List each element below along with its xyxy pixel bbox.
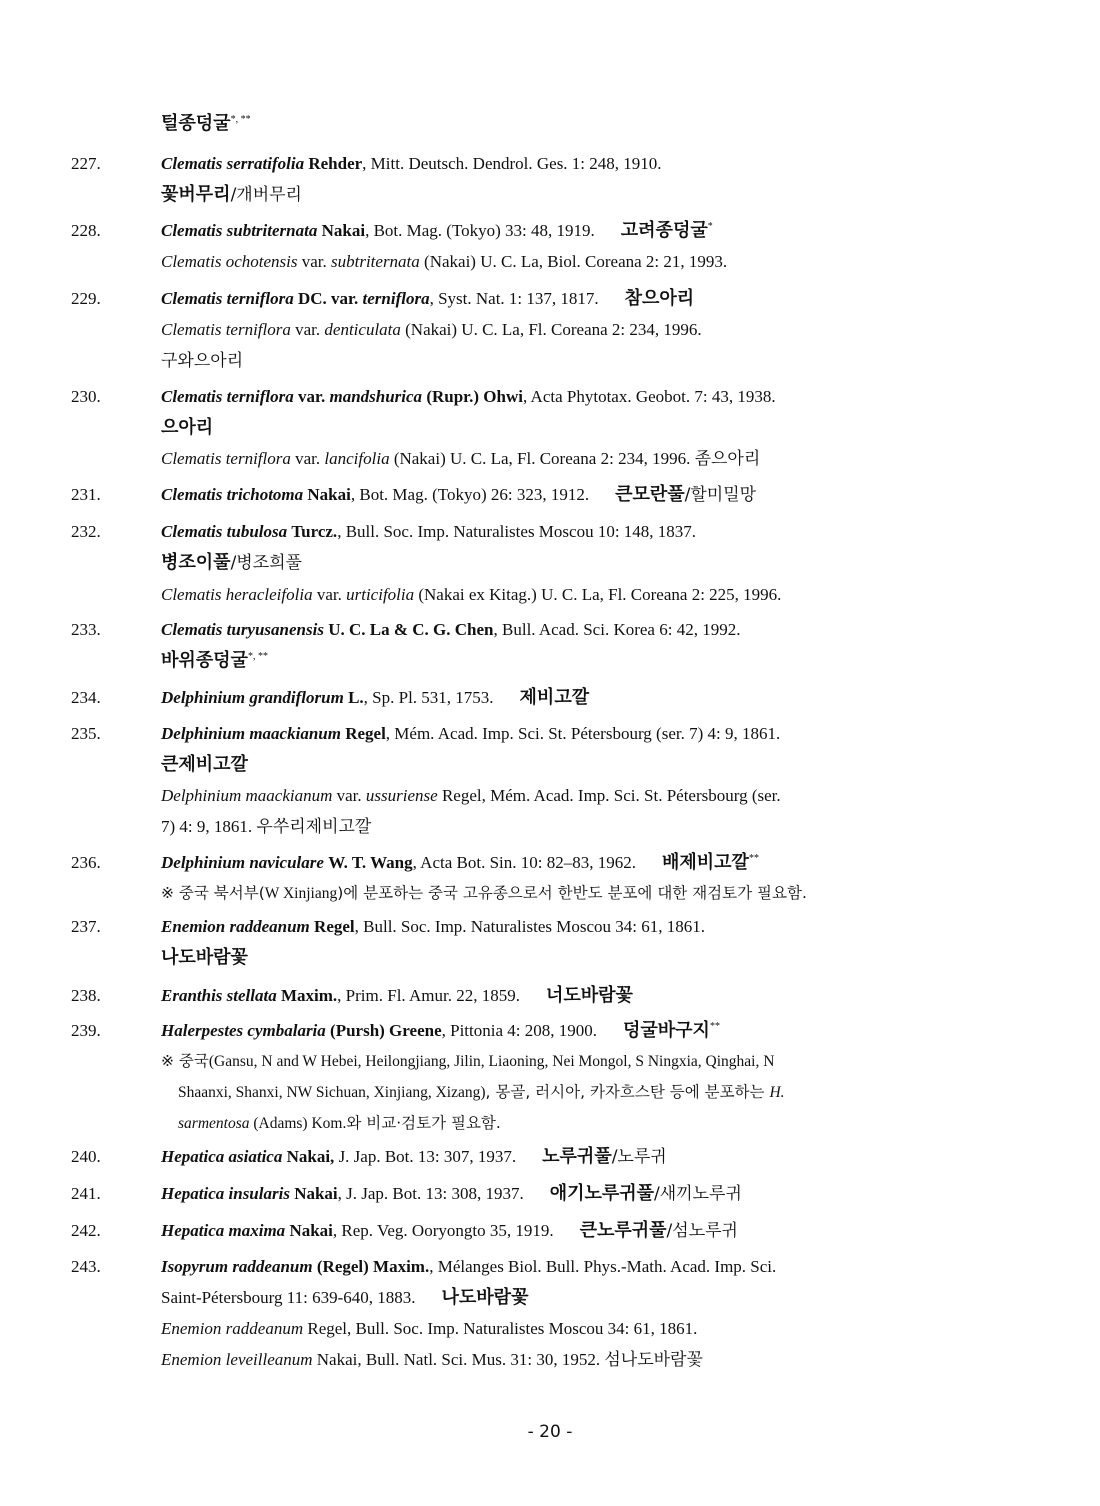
- korean-name: 털종덩굴: [161, 113, 231, 134]
- author: Maxim.: [280, 986, 338, 1005]
- synonym-line: Enemion leveilleanum Nakai, Bull. Natl. Sci. Mus. 31: 30, 1952. 섬나도바람꽃: [161, 1350, 703, 1370]
- scientific-name: Clematis tubulosa: [161, 522, 288, 541]
- korean-name: 너도바람꽃: [545, 985, 633, 1006]
- entry-number: 228.: [71, 221, 101, 240]
- author: DC. var.: [297, 289, 363, 308]
- citation: , Bull. Soc. Imp. Naturalistes Moscou 10: 148, 1837.: [337, 522, 697, 541]
- entry-236: [71, 847, 996, 909]
- entry-number: 237.: [71, 917, 101, 936]
- synonym-line-cont: 7) 4: 9, 1861. 우쑤리제비고깔: [161, 817, 372, 837]
- citation: , Rep. Veg. Ooryongto 35, 1919.: [332, 1221, 554, 1240]
- entry-232: [71, 516, 996, 610]
- scientific-name: Hepatica insularis: [161, 1184, 290, 1203]
- entry-235: [71, 718, 996, 843]
- scientific-name: Clematis turyusanensis: [161, 620, 324, 639]
- entry-number: 238.: [71, 986, 101, 1005]
- author: (Regel) Maxim.: [316, 1257, 430, 1276]
- author: Regel: [345, 724, 386, 743]
- korean-alt-name: /섬노루귀: [666, 1221, 738, 1241]
- scientific-name: Clematis terniflora: [161, 289, 294, 308]
- citation: , Bot. Mag. (Tokyo) 33: 48, 1919.: [365, 221, 595, 240]
- superscript-mark: **: [748, 853, 759, 864]
- entry-240: [71, 1141, 996, 1173]
- entry-number: 242.: [71, 1221, 101, 1240]
- scientific-name: Halerpestes cymbalaria: [161, 1021, 326, 1040]
- entry-number: 235.: [71, 724, 101, 743]
- entry-number: 234.: [71, 688, 101, 707]
- korean-alt-name: /개버무리: [230, 185, 302, 205]
- entry-continuation-header: [116, 108, 996, 139]
- superscript-mark: **: [709, 1021, 720, 1032]
- author: W. T. Wang: [328, 853, 413, 872]
- synonym-line: Clematis terniflora var. denticulata (Nakai) U. C. La, Fl. Coreana 2: 234, 1996.: [161, 320, 702, 339]
- citation: , Acta Phytotax. Geobot. 7: 43, 1938.: [522, 387, 776, 406]
- superscript-mark: *, **: [230, 114, 251, 125]
- entry-239: [71, 1015, 996, 1139]
- korean-alt-name: /할미밀망: [684, 485, 757, 505]
- author: Turcz.: [291, 522, 338, 541]
- epithet: mandshurica: [329, 387, 423, 406]
- korean-name: 꽃버무리: [161, 184, 231, 205]
- scientific-name: Delphinium naviculare: [161, 853, 324, 872]
- distribution-note-cont: sarmentosa (Adams) Kom.와 비교·검토가 필요함.: [178, 1114, 501, 1132]
- korean-name: 나도바람꽃: [161, 947, 248, 968]
- scientific-name: Delphinium grandiflorum: [161, 688, 344, 707]
- korean-name: 바위종덩굴: [161, 650, 248, 671]
- entry-number: 236.: [71, 853, 101, 872]
- entry-234: [71, 682, 996, 713]
- entry-number: 227.: [71, 154, 101, 173]
- korean-name: 참으아리: [624, 288, 695, 309]
- citation: , Sp. Pl. 531, 1753.: [363, 688, 494, 707]
- entry-number: 230.: [71, 387, 101, 406]
- korean-name: 제비고깔: [519, 687, 590, 708]
- scientific-name: Clematis subtriternata: [161, 221, 318, 240]
- korean-name: 배제비고깔: [661, 852, 749, 873]
- author: Regel: [314, 917, 355, 936]
- entry-230: 230. Clematis terniflora var. mandshurica (Rupr.) Ohwi, Acta Phytotax. Geobot. 7: 43, 1938. 으아리 Clematis terniflora var. lancifolia (Nakai) U. C. La, Fl. Coreana 2: 234, 1996. 좀으아리: [116, 381, 996, 475]
- scientific-name: Eranthis stellata: [161, 986, 277, 1005]
- superscript-mark: *, **: [247, 651, 268, 662]
- page-number: - 20 -: [527, 1422, 573, 1442]
- entry-233: [71, 614, 996, 676]
- synonym-line: Enemion raddeanum Regel, Bull. Soc. Imp. Naturalistes Moscou 34: 61, 1861.: [161, 1319, 698, 1338]
- korean-name: 애기노루귀풀: [549, 1183, 655, 1204]
- korean-name: 덩굴바구지: [623, 1020, 710, 1041]
- entry-243: [71, 1251, 996, 1376]
- author: (Pursh) Greene: [330, 1021, 442, 1040]
- scientific-name: Hepatica maxima: [161, 1221, 286, 1240]
- citation: , Mitt. Deutsch. Dendrol. Ges. 1: 248, 1910.: [362, 154, 662, 173]
- citation: J. Jap. Bot. 13: 307, 1937.: [334, 1147, 517, 1166]
- scientific-name: Clematis terniflora: [161, 387, 294, 406]
- korean-alt-name: /새끼노루귀: [654, 1184, 742, 1204]
- citation: , Bot. Mag. (Tokyo) 26: 323, 1912.: [350, 485, 590, 504]
- synonym-line: Clematis terniflora var. lancifolia (Nakai) U. C. La, Fl. Coreana 2: 234, 1996. 좀으아리: [161, 449, 761, 469]
- citation: , Acta Bot. Sin. 10: 82–83, 1962.: [412, 853, 636, 872]
- distribution-note: ※ 중국(Gansu, N and W Hebei, Heilongjiang, Jilin, Liaoning, Nei Mongol, S Ningxia, Qinghai, N: [161, 1052, 775, 1070]
- korean-name: 나도바람꽃: [441, 1287, 529, 1308]
- entry-242: [71, 1215, 996, 1247]
- korean-name: 큰모란풀: [615, 484, 685, 505]
- citation: , Bull. Acad. Sci. Korea 6: 42, 1992.: [493, 620, 741, 639]
- synonym-line: Clematis ochotensis var. subtriternata (Nakai) U. C. La, Biol. Coreana 2: 21, 1993.: [161, 252, 728, 271]
- entry-241: [71, 1178, 996, 1210]
- author: Nakai: [307, 485, 351, 504]
- citation: , Mélanges Biol. Bull. Phys.-Math. Acad. Imp. Sci.: [429, 1257, 777, 1276]
- author: Rehder: [308, 154, 363, 173]
- citation: , Mém. Acad. Imp. Sci. St. Pétersbourg (ser. 7) 4: 9, 1861.: [385, 724, 781, 743]
- author: Nakai: [289, 1221, 333, 1240]
- entry-number: 231.: [71, 485, 101, 504]
- korean-name: 고려종덩굴: [620, 220, 708, 241]
- korean-name: 큰노루귀풀: [579, 1220, 667, 1241]
- synonym-korean-name: 구와으아리: [161, 351, 244, 371]
- entry-number: 241.: [71, 1184, 101, 1203]
- epithet: terniflora: [362, 289, 430, 308]
- entry-number: 239.: [71, 1021, 101, 1040]
- entry-227: [71, 148, 996, 211]
- scientific-name: Isopyrum raddeanum: [161, 1257, 313, 1276]
- entry-number: 229.: [71, 289, 101, 308]
- superscript-mark: *: [707, 221, 713, 232]
- author: (Rupr.) Ohwi: [422, 387, 523, 406]
- entry-231: [71, 479, 996, 511]
- entry-number: 243.: [71, 1257, 101, 1276]
- scientific-name: Clematis trichotoma: [161, 485, 304, 504]
- citation: , Bull. Soc. Imp. Naturalistes Moscou 34: 61, 1861.: [354, 917, 706, 936]
- entry-number: 232.: [71, 522, 101, 541]
- scientific-name: Delphinium maackianum: [161, 724, 341, 743]
- author: U. C. La & C. G. Chen: [328, 620, 494, 639]
- distribution-note-cont: Shaanxi, Shanxi, NW Sichuan, Xinjiang, Xizang), 몽골, 러시아, 카자흐스탄 등에 분포하는 H.: [178, 1083, 785, 1101]
- citation-cont: Saint-Pétersbourg 11: 639-640, 1883.: [161, 1288, 416, 1307]
- distribution-note: ※ 중국 북서부(W Xinjiang)에 분포하는 중국 고유종으로서 한반도 분포에 대한 재검토가 필요함.: [161, 884, 807, 902]
- korean-alt-name: /병조희풀: [230, 553, 302, 573]
- citation: , J. Jap. Bot. 13: 308, 1937.: [337, 1184, 524, 1203]
- entry-237: [71, 911, 996, 973]
- author: Nakai: [294, 1184, 338, 1203]
- citation: , Prim. Fl. Amur. 22, 1859.: [337, 986, 520, 1005]
- entry-238: [71, 980, 996, 1011]
- scientific-name: Clematis serratifolia: [161, 154, 305, 173]
- korean-name: 노루귀풀: [542, 1146, 612, 1167]
- korean-name: 으아리: [161, 417, 214, 438]
- synonym-line: Clematis heracleifolia var. urticifolia (Nakai ex Kitag.) U. C. La, Fl. Coreana 2: 225, 1996.: [161, 585, 782, 604]
- author: L.: [348, 688, 364, 707]
- author: Nakai,: [286, 1147, 335, 1166]
- scientific-name: Hepatica asiatica: [161, 1147, 283, 1166]
- citation: , Syst. Nat. 1: 137, 1817.: [429, 289, 599, 308]
- scientific-name: Enemion raddeanum: [161, 917, 310, 936]
- citation: , Pittonia 4: 208, 1900.: [441, 1021, 597, 1040]
- author: Nakai: [321, 221, 366, 240]
- synonym-line: Delphinium maackianum var. ussuriense Regel, Mém. Acad. Imp. Sci. St. Pétersbourg (ser.: [161, 786, 781, 805]
- entry-228: [71, 215, 996, 277]
- entry-number: 233.: [71, 620, 101, 639]
- entry-229: [71, 283, 996, 377]
- entry-number: 240.: [71, 1147, 101, 1166]
- korean-name: 큰제비고깔: [161, 754, 248, 775]
- korean-name: 병조이풀: [161, 552, 231, 573]
- korean-alt-name: /노루귀: [611, 1147, 667, 1167]
